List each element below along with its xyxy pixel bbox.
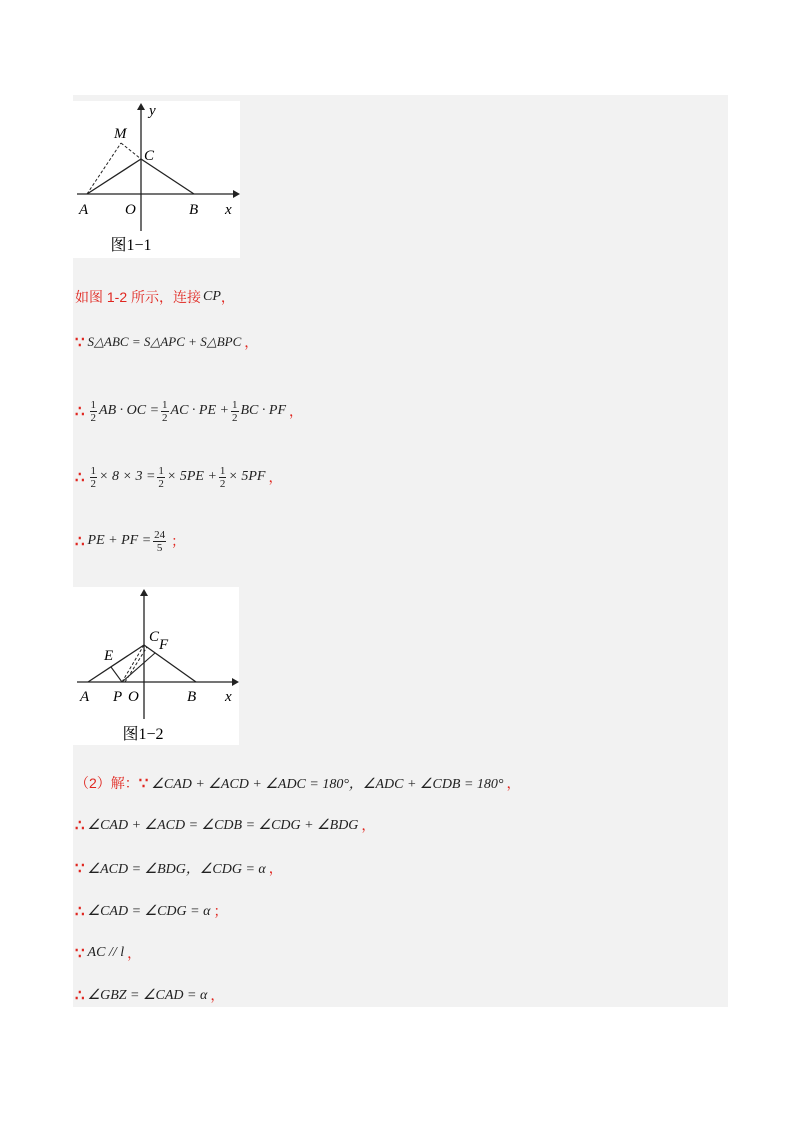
label-O: O	[128, 689, 139, 705]
eq-part-b: AC · PE +	[170, 403, 229, 418]
fraction-half: $\frac{1}{2}$	[90, 398, 97, 424]
fraction-half: $\frac{1}{2}$	[158, 464, 164, 490]
label-B: B	[189, 202, 199, 218]
label-x: x	[225, 689, 232, 705]
part2-label: （2）解：	[75, 775, 139, 791]
part2-line-6	[75, 980, 224, 1010]
figure-1-2-diagram	[73, 587, 239, 745]
line-punct: ，	[127, 947, 142, 962]
therefore-icon: ∴	[75, 817, 85, 834]
line-punct: ，	[268, 471, 283, 486]
line-half-equation	[75, 396, 303, 426]
fraction-half: $\frac{1}{2}$	[90, 464, 97, 490]
line-area-sum	[75, 327, 258, 357]
line-punct: ，	[268, 862, 283, 877]
part2-math: ∠CAD = ∠CDG = α	[87, 903, 211, 919]
fraction-half: $\frac{1}{2}$	[232, 398, 238, 424]
label-y: y	[149, 103, 156, 119]
label-B: B	[187, 689, 197, 705]
eq-part-c: × 5PF	[228, 469, 266, 484]
figure-1-1-diagram	[73, 101, 240, 258]
part2-math: ∠CAD + ∠ACD + ∠ADC = 180°，∠ADC + ∠CDB = 180°	[151, 777, 504, 792]
line-punct: ，	[506, 777, 521, 792]
label-A: A	[79, 202, 89, 218]
line-punct: ；	[213, 905, 228, 920]
line-punct: ，	[361, 819, 376, 834]
part2-math: ∠ACD = ∠BDG，∠CDG = α	[87, 862, 266, 877]
part2-line-3	[75, 853, 283, 883]
therefore-icon: ∴	[75, 903, 85, 920]
line-numeric-equation	[75, 462, 282, 492]
eq-part-c: BC · PF	[240, 403, 286, 418]
label-C: C	[149, 629, 160, 645]
label-x: x	[225, 202, 232, 218]
because-icon: ∵	[138, 775, 149, 792]
therefore-icon: ∴	[75, 403, 85, 420]
part2-math: ∠GBZ = ∠CAD = α	[87, 987, 208, 1003]
intro-line	[75, 282, 235, 312]
part2-line-5	[75, 938, 141, 968]
area-equation: S△ABC = S△APC + S△BPC	[87, 334, 242, 349]
part2-math: ∠CAD + ∠ACD = ∠CDB = ∠CDG + ∠BDG	[87, 817, 359, 833]
therefore-icon: ∴	[75, 987, 85, 1004]
fraction-half: $\frac{1}{2}$	[162, 398, 168, 424]
eq-part-a: × 8 × 3 =	[99, 469, 156, 484]
figure-1-1-caption: 图1−1	[110, 237, 152, 254]
label-A: A	[80, 689, 90, 705]
figure-1-1	[73, 101, 240, 258]
intro-var: CP	[203, 289, 221, 304]
line-punct: ，	[289, 405, 303, 420]
line-punct: ，	[210, 989, 225, 1004]
fraction-result: $\frac{24}{5}$	[154, 528, 166, 554]
part2-line-2	[75, 810, 375, 840]
figure-1-2-caption: 图1−2	[122, 726, 164, 743]
label-M: M	[114, 126, 127, 142]
line-punct: ；	[171, 535, 186, 550]
label-E: E	[104, 648, 114, 664]
label-C: C	[144, 148, 155, 164]
intro-punct: ，	[220, 289, 235, 305]
eq-part-a: PE + PF =	[87, 533, 152, 548]
line-result	[75, 526, 185, 556]
label-P: P	[113, 689, 123, 705]
figure-1-2	[73, 587, 239, 745]
part2-math: AC // l	[87, 945, 125, 960]
label-O: O	[125, 202, 136, 218]
therefore-icon: ∴	[75, 469, 85, 486]
because-icon: ∵	[75, 334, 85, 351]
intro-text: 如图 1-2 所示，连接	[75, 289, 202, 305]
eq-part-b: × 5PE +	[166, 469, 217, 484]
line-punct: ，	[244, 336, 259, 351]
fraction-half: $\frac{1}{2}$	[219, 464, 226, 490]
part2-line-1	[75, 768, 521, 798]
label-F: F	[159, 637, 169, 653]
because-icon: ∵	[75, 945, 85, 962]
eq-part-a: AB · OC =	[99, 403, 160, 418]
because-icon: ∵	[75, 860, 85, 877]
therefore-icon: ∴	[75, 533, 85, 550]
part2-line-4	[75, 896, 227, 926]
